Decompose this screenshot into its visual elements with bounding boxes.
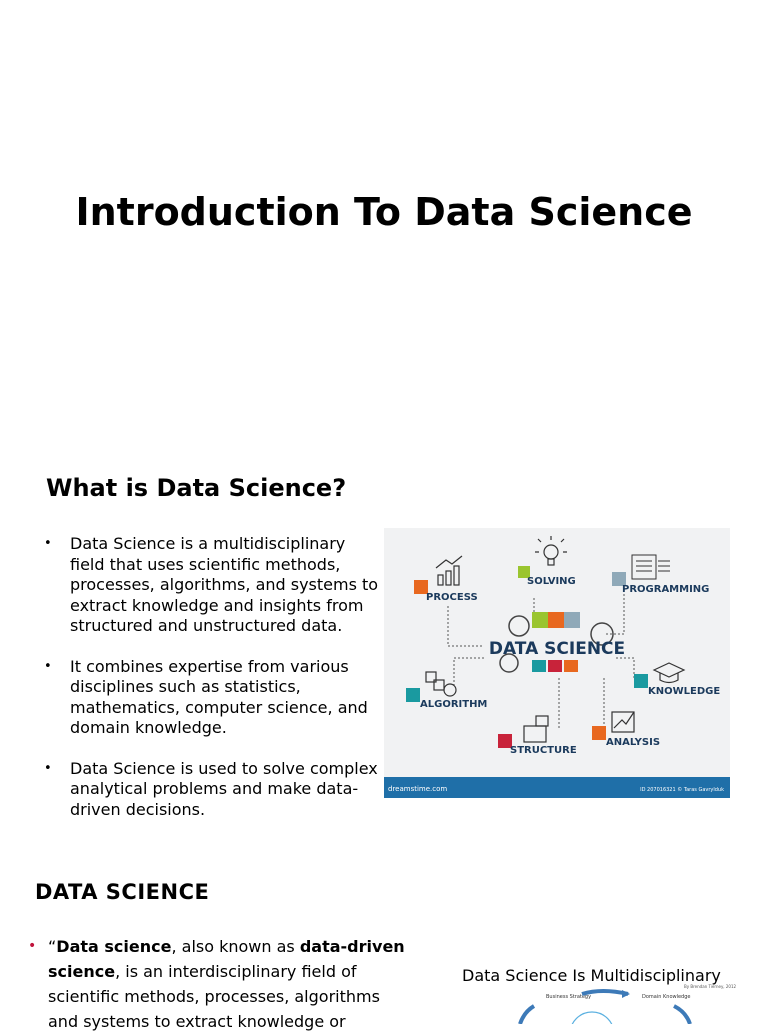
label-algorithm: ALGORITHM [420, 699, 488, 710]
term-data-driven: data-driven science [48, 937, 405, 981]
slide-heading: DATA SCIENCE [35, 880, 210, 904]
label-analysis: ANALYSIS [606, 737, 661, 748]
definition-part: , is an interdisciplinary field of scientific methods, processes, algorithms and systems to extract knowledge or [48, 962, 380, 1031]
data-science-slide [0, 850, 768, 1031]
bullet-item [44, 657, 379, 739]
label-business-strategy: Business Strategy [546, 994, 592, 1000]
arrow-icon [674, 1006, 690, 1024]
open-quote: “ [48, 937, 57, 956]
puzzle-icon [406, 688, 420, 702]
slide-heading: What is Data Science? [46, 474, 347, 502]
puzzle-icon [592, 726, 606, 740]
multidisciplinary-figure [462, 982, 752, 1024]
definition-text [48, 934, 408, 1034]
label-knowledge: KNOWLEDGE [648, 686, 721, 697]
bullet-icon: • [44, 658, 52, 674]
bullet-text: Data Science is used to solve complex analytical problems and make data-driven decisions. [70, 758, 378, 819]
bullet-list [44, 534, 379, 840]
data-science-illustration [384, 528, 730, 798]
label-structure: STRUCTURE [510, 745, 577, 756]
slide-title: Introduction To Data Science [75, 190, 693, 234]
bullet-item [44, 534, 379, 637]
label-programming: PROGRAMMING [622, 584, 710, 595]
watermark-right: ID 207016321 © Taras Gavrylduk [640, 787, 724, 793]
what-is-slide [0, 430, 768, 850]
label-solving: SOLVING [527, 576, 576, 587]
title-slide [0, 0, 768, 430]
arrow-icon [582, 991, 628, 994]
center-label: DATA SCIENCE [488, 639, 626, 659]
watermark-left: dreamstime.com [388, 785, 448, 793]
figure-title: Data Science Is Multidisciplinary [462, 966, 721, 985]
definition-bullet [28, 934, 408, 1034]
definition-part: , also known as [171, 937, 300, 956]
bullet-text: It combines expertise from various disciplines such as statistics, mathematics, computer science, and domain knowledge. [70, 656, 368, 737]
venn-circle [570, 1012, 614, 1024]
bullet-text: Data Science is a multidisciplinary field that uses scientific methods, processes, algorithms, and systems to extract knowledge and insights from structured and unstructured data. [70, 534, 379, 635]
bullet-icon: • [44, 760, 52, 776]
puzzle-icon [634, 674, 648, 688]
term-data-science: Data science [56, 937, 172, 956]
bullet-icon: • [28, 938, 37, 954]
bullet-icon: • [44, 536, 52, 551]
bullet-item [44, 759, 379, 821]
label-domain-knowledge: Domain Knowledge [642, 994, 691, 1000]
arrow-icon [520, 1006, 534, 1024]
figure-attribution: By Brendan Tierney, 2012 [684, 984, 737, 989]
label-process: PROCESS [426, 592, 478, 603]
